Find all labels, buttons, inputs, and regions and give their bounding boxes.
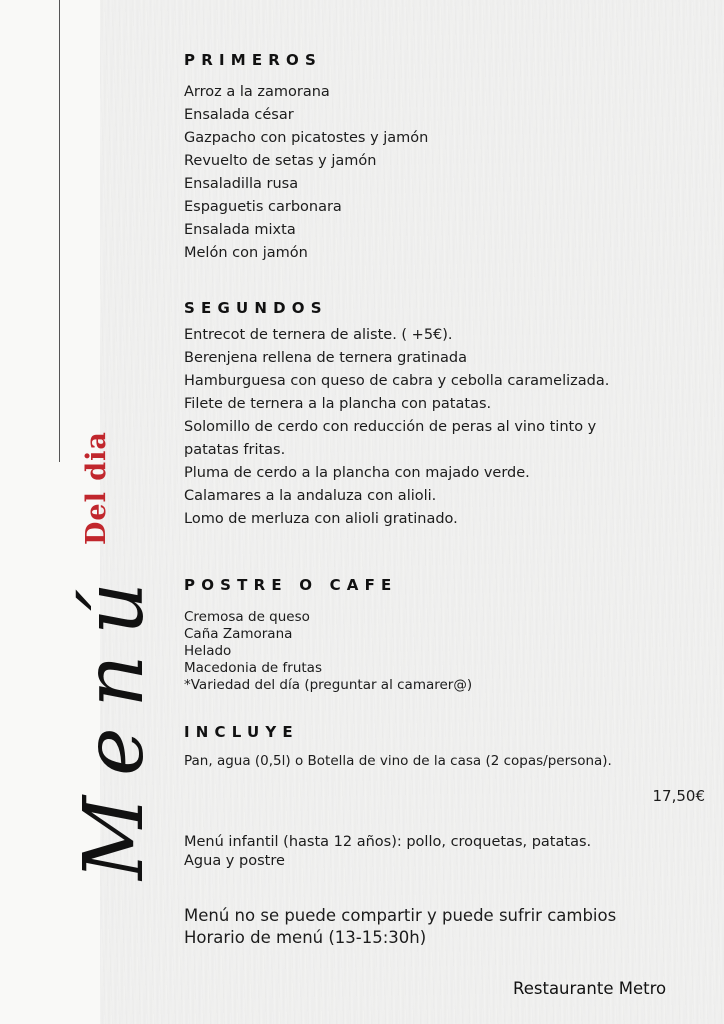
- kids-menu-line-1: Menú infantil (hasta 12 años): pollo, croquetas, patatas.: [184, 834, 592, 850]
- list-item: Melón con jamón: [184, 245, 308, 261]
- list-item: Gazpacho con picatostes y jamón: [184, 130, 429, 146]
- section-heading-incluye: INCLUYE: [184, 723, 299, 741]
- list-item: Cremosa de queso: [184, 609, 310, 625]
- menu-subtitle: Del dia: [81, 431, 112, 545]
- incluye-text: Pan, agua (0,5l) o Botella de vino de la casa (2 copas/persona).: [184, 753, 612, 769]
- list-item: Caña Zamorana: [184, 626, 293, 642]
- list-item: patatas fritas.: [184, 442, 286, 458]
- list-item: Filete de ternera a la plancha con patatas.: [184, 396, 492, 412]
- list-item: Revuelto de setas y jamón: [184, 153, 377, 169]
- restaurant-name: Restaurante Metro: [513, 979, 667, 998]
- postre-list: [184, 609, 472, 694]
- list-item: Arroz a la zamorana: [184, 84, 330, 100]
- section-heading-primeros: PRIMEROS: [184, 51, 323, 69]
- list-item: Ensalada mixta: [184, 222, 296, 238]
- list-item: Solomillo de cerdo con reducción de peras al vino tinto y: [184, 419, 597, 435]
- decorative-vertical-line: [59, 0, 60, 462]
- note-line-2: Horario de menú (13-15:30h): [184, 928, 427, 947]
- list-item: Calamares a la andaluza con alioli.: [184, 488, 437, 504]
- menu-title: Menú: [67, 561, 162, 880]
- list-item: Lomo de merluza con alioli gratinado.: [184, 511, 458, 527]
- list-item: Hamburguesa con queso de cabra y cebolla caramelizada.: [184, 373, 610, 389]
- list-item: Ensaladilla rusa: [184, 176, 299, 192]
- kids-menu-line-2: Agua y postre: [184, 853, 285, 869]
- segundos-list: [184, 324, 609, 531]
- list-item: Helado: [184, 643, 232, 659]
- list-item: Macedonia de frutas: [184, 660, 322, 676]
- primeros-list: [184, 81, 428, 265]
- note-line-1: Menú no se puede compartir y puede sufrir cambios: [184, 906, 617, 925]
- list-item: Entrecot de ternera de aliste. ( +5€).: [184, 327, 453, 343]
- list-item: Ensalada césar: [184, 107, 294, 123]
- list-item: *Variedad del día (preguntar al camarer@): [184, 677, 473, 693]
- section-heading-segundos: SEGUNDOS: [184, 299, 328, 317]
- section-heading-postre: POSTRE O CAFE: [184, 576, 398, 594]
- list-item: Espaguetis carbonara: [184, 199, 342, 215]
- list-item: Pluma de cerdo a la plancha con majado verde.: [184, 465, 530, 481]
- list-item: Berenjena rellena de ternera gratinada: [184, 350, 468, 366]
- menu-price: 17,50€: [652, 787, 705, 805]
